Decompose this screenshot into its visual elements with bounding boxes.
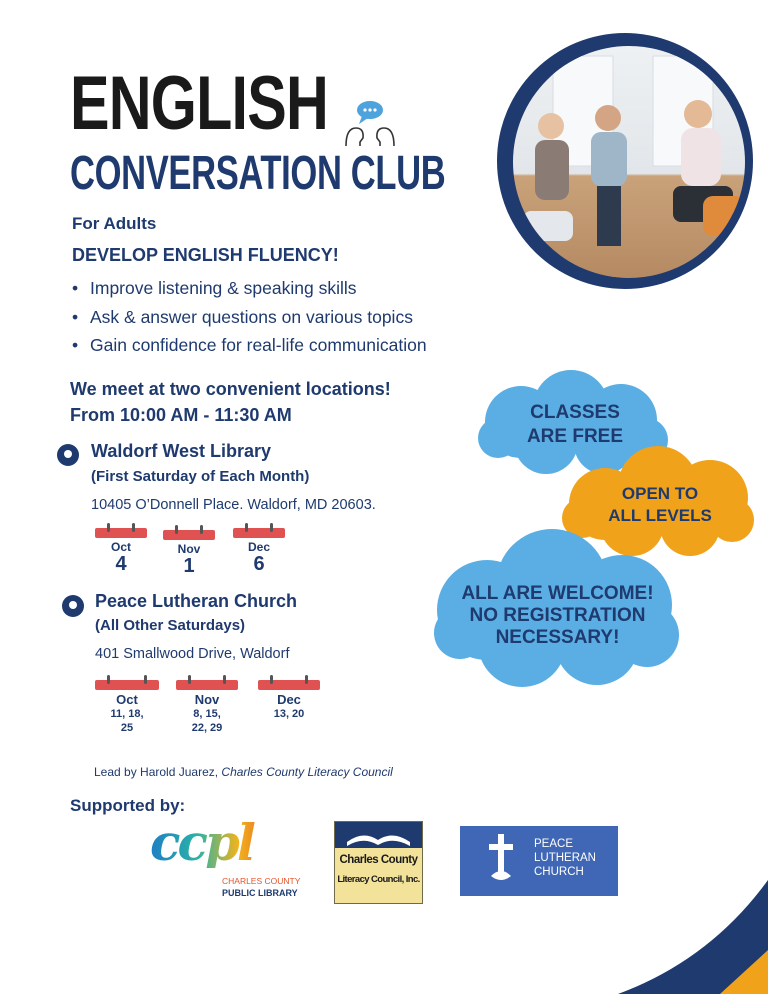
meeting-info: [70, 376, 391, 428]
list-item: • Improve listening & speaking skills: [72, 274, 427, 303]
calendar-date: [258, 680, 320, 721]
audience-label: For Adults: [72, 214, 157, 233]
ccpl-line1: CHARLES COUNTY: [222, 876, 301, 886]
calendar-days: 11, 18,: [110, 708, 144, 720]
calendar-icon: [233, 528, 285, 538]
corner-stripes: [600, 880, 768, 994]
calendar-days: 13, 20: [273, 708, 305, 720]
calendar-date: [95, 528, 147, 574]
cloud-text-levels: [585, 483, 735, 527]
calendar-days: 25: [120, 722, 134, 734]
benefits-list: [72, 274, 427, 360]
meeting-locations-line: We meet at two convenient locations!: [70, 379, 391, 399]
peace-line1: PEACE: [534, 838, 573, 850]
calendar-icon: [95, 680, 159, 690]
calendar-days: 22, 29: [191, 722, 223, 734]
lead-credit: [94, 765, 393, 779]
peace-line3: CHURCH: [534, 866, 584, 878]
headline: DEVELOP ENGLISH FLUENCY!: [72, 245, 339, 265]
cross-icon: [486, 832, 516, 890]
conversation-icon: [340, 98, 400, 150]
calendar-date: [233, 528, 285, 574]
cloud-line: CLASSES: [530, 402, 620, 423]
calendar-month: Dec: [277, 692, 301, 707]
calendar-month: Nov: [177, 542, 201, 556]
supported-by-label: Supported by:: [70, 796, 186, 815]
location-schedule: (All Other Saturdays): [95, 617, 246, 634]
cloud-line: NO REGISTRATION: [469, 605, 646, 626]
calendar-month: Dec: [247, 540, 270, 554]
title-conversation-club: CONVERSATION CLUB: [70, 147, 446, 200]
meeting-time-line: From 10:00 AM - 11:30 AM: [70, 405, 292, 425]
calendar-day: 1: [183, 555, 195, 577]
lead-prefix: Lead by Harold Juarez,: [94, 765, 222, 779]
list-item: • Ask & answer questions on various topics: [72, 303, 427, 332]
location-name: Waldorf West Library: [91, 441, 272, 461]
list-item: • Gain confidence for real-life communication: [72, 331, 427, 360]
location-pin-icon: [57, 444, 79, 466]
cclc-line2: Literacy Council, Inc.: [337, 874, 420, 885]
calendar-month: Oct: [116, 692, 138, 707]
peace-lutheran-logo: [460, 826, 618, 896]
cloud-line: ALL LEVELS: [608, 506, 712, 525]
ccpl-logo: [150, 813, 310, 902]
cloud-line: ALL ARE WELCOME!: [461, 583, 654, 604]
calendar-icon: [163, 530, 215, 540]
cclc-logo: [334, 821, 423, 904]
location-address: 401 Smallwood Drive, Waldorf: [95, 646, 290, 662]
cloud-line: NECESSARY!: [495, 627, 620, 648]
calendar-month: Oct: [110, 540, 131, 554]
title-english: ENGLISH: [70, 61, 329, 146]
calendar-days: 8, 15,: [193, 708, 221, 720]
calendar-date: [176, 680, 238, 735]
calendar-date: [163, 530, 215, 576]
calendar-icon: [258, 680, 320, 690]
peace-line2: LUTHERAN: [534, 852, 596, 864]
calendar-day: 6: [253, 553, 265, 575]
cloud-line: ARE FREE: [526, 426, 624, 447]
lead-org: Charles County Literacy Council: [221, 765, 393, 779]
location-name: Peace Lutheran Church: [95, 591, 298, 611]
group-conversation-photo: [513, 46, 745, 278]
cloud-text-welcome: [445, 583, 670, 649]
calendar-icon: [95, 528, 147, 538]
location-pin-icon: [62, 595, 84, 617]
location-schedule: (First Saturday of Each Month): [91, 468, 310, 485]
calendar-month: Nov: [194, 692, 220, 707]
cclc-line1: Charles County: [339, 854, 418, 866]
calendar-icon: [176, 680, 238, 690]
calendar-day: 4: [115, 553, 127, 575]
book-icon: [335, 822, 422, 848]
location-address: 10405 O’Donnell Place. Waldorf, MD 20603.: [91, 497, 376, 513]
cloud-line: OPEN TO: [621, 484, 699, 503]
calendar-date: [95, 680, 159, 735]
ccpl-line2: PUBLIC LIBRARY: [222, 888, 298, 898]
ccpl-mark: ccpl: [150, 818, 310, 868]
